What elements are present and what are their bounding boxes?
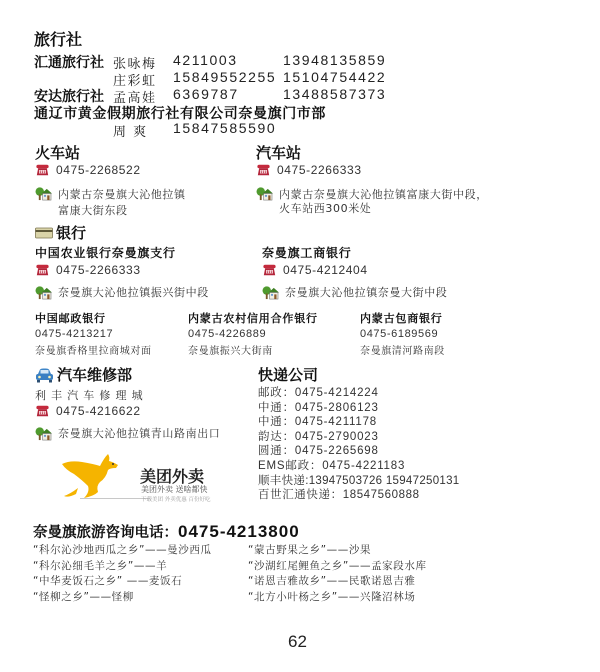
specialty-item: “科尔沁沙地西瓜之乡”——曼沙西瓜 xyxy=(33,544,212,556)
bus-station-address-line1: 内蒙古奈曼旗大沁他拉镇富康大街中段， xyxy=(279,188,488,201)
courier-item: EMS邮政：0475-4221183 xyxy=(258,459,406,472)
bank-address: 奈曼旗大沁他拉镇振兴街中段 xyxy=(58,286,209,299)
courier-heading: 快递公司 xyxy=(258,366,319,384)
bank-entry xyxy=(360,310,445,357)
bus-station-phone: 0475-2266333 xyxy=(277,163,362,177)
meituan-slogan: 美团外卖 送啥都快 xyxy=(141,485,208,494)
agency-contact: 庄彩虹 xyxy=(113,74,157,89)
bank-phone-row xyxy=(262,263,368,277)
courier-item: 中通：0475-2806123 xyxy=(258,401,379,414)
house-icon xyxy=(35,426,52,441)
specialty-item: “怪柳之乡”——怪柳 xyxy=(33,590,134,603)
agency-phone: 15847585590 xyxy=(173,120,277,136)
courier-item: 圆通：0475-2265698 xyxy=(258,445,379,458)
bank-name: 内蒙古农村信用合作银行 xyxy=(188,312,318,325)
bus-station-address-line2: 火车站西300米处 xyxy=(279,202,372,215)
train-station-address-line2: 富康大街东段 xyxy=(58,204,128,217)
auto-repair-phone-row xyxy=(35,404,141,418)
bank-address: 奈曼旗大沁他拉镇奈曼大街中段 xyxy=(285,286,448,299)
phone-icon xyxy=(262,263,277,277)
train-station-phone: 0475-2268522 xyxy=(56,163,141,177)
specialty-item: “沙湖红尾鲤鱼之乡”——孟家段水库 xyxy=(248,559,427,572)
specialty-item: “诺恩吉雅故乡”——民歌诺恩吉雅 xyxy=(248,575,416,587)
bank-name: 内蒙古包商银行 xyxy=(360,312,443,325)
train-station-phone-row xyxy=(35,163,141,177)
specialty-item: “北方小叶杨之乡”——兴隆沼林场 xyxy=(248,590,416,603)
house-icon xyxy=(35,186,52,201)
bus-station-heading: 汽车站 xyxy=(256,144,302,162)
bank-phone: 0475-6189569 xyxy=(360,328,439,340)
car-icon xyxy=(35,367,54,383)
agency-name-long: 通辽市黄金假期旅行社有限公司奈曼旗门市部 xyxy=(34,106,326,122)
tourism-hotline-label: 奈曼旗旅游咨询电话： xyxy=(33,525,178,541)
bank-heading: 银行 xyxy=(56,224,87,242)
bank-name: 中国农业银行奈曼旗支行 xyxy=(35,246,176,260)
agency-contact: 张咏梅 xyxy=(113,57,157,72)
agency-name: 安达旅行社 xyxy=(34,89,104,105)
courier-item: 韵达：0475-2790023 xyxy=(258,430,379,443)
auto-repair-address-row xyxy=(35,425,220,441)
house-icon xyxy=(35,285,52,300)
meituan-logo xyxy=(60,452,220,504)
train-station-address-line1: 内蒙古奈曼旗大沁他拉镇 xyxy=(58,188,186,201)
auto-repair-phone: 0475-4216622 xyxy=(56,404,141,418)
meituan-tagline: 下载美团 外卖优惠 百份好吃 xyxy=(141,497,211,503)
house-icon xyxy=(262,285,279,300)
bank-name: 奈曼旗工商银行 xyxy=(262,246,352,260)
auto-repair-heading-row xyxy=(35,364,132,385)
bank-entry xyxy=(188,310,318,357)
courier-list xyxy=(258,386,460,503)
bank-entry xyxy=(35,310,152,357)
specialties-left xyxy=(33,543,212,605)
bank-address: 奈曼旗香格里拉商城对面 xyxy=(35,346,152,357)
courier-item: 中通：0475-4211178 xyxy=(258,416,377,429)
auto-repair-name: 利 丰 汽 车 修 理 城 xyxy=(35,389,144,402)
specialty-item: “中华麦饭石之乡” ——麦饭石 xyxy=(33,575,183,587)
bank-name: 中国邮政银行 xyxy=(35,312,106,325)
agency-phone: 4211003 xyxy=(173,52,238,68)
specialty-item: “蒙古野果之乡”——沙果 xyxy=(248,544,372,556)
kangaroo-icon xyxy=(60,452,128,502)
specialties-right xyxy=(248,543,427,605)
tourism-hotline-row xyxy=(33,521,300,542)
agency-contact: 孟高娃 xyxy=(113,91,157,106)
tourism-hotline-number: 0475-4213800 xyxy=(178,522,300,541)
bank-address: 奈曼旗振兴大街南 xyxy=(188,346,273,357)
courier-item: 邮政：0475-4214224 xyxy=(258,387,379,399)
bank-card-icon xyxy=(35,227,53,239)
agency-mobile: 13948135859 xyxy=(283,52,387,68)
courier-item: 顺丰快递:13947503726 15947250131 xyxy=(258,474,460,487)
meituan-brand: 美团外卖 xyxy=(140,467,205,486)
bus-station-phone-row xyxy=(256,163,362,177)
agency-name: 汇通旅行社 xyxy=(34,55,104,71)
bank-address-row xyxy=(35,284,209,300)
auto-repair-address: 奈曼旗大沁他拉镇青山路南出口 xyxy=(58,427,221,440)
bank-address-row xyxy=(262,284,447,300)
agency-contact: 周 爽 xyxy=(113,125,148,140)
agency-mobile: 13488587373 xyxy=(283,86,387,102)
agency-phone: 15849552255 xyxy=(173,69,277,85)
bank-phone: 0475-4212404 xyxy=(283,263,368,277)
auto-repair-heading: 汽车维修部 xyxy=(57,366,133,384)
bank-address: 奈曼旗清河路南段 xyxy=(360,346,445,357)
bank-phone: 0475-2266333 xyxy=(56,263,141,277)
phone-icon xyxy=(35,163,50,177)
page-number: 62 xyxy=(288,632,307,651)
phone-icon xyxy=(256,163,271,177)
house-icon xyxy=(256,186,273,201)
train-station-heading: 火车站 xyxy=(35,144,81,162)
phone-icon xyxy=(35,263,50,277)
agency-phone: 6369787 xyxy=(173,86,239,102)
bank-phone: 0475-4226889 xyxy=(188,328,267,340)
travel-agency-heading: 旅行社 xyxy=(34,30,83,49)
specialty-item: “科尔沁细毛羊之乡”——羊 xyxy=(33,559,168,572)
bank-phone: 0475-4213217 xyxy=(35,328,114,340)
bank-heading-row xyxy=(35,222,86,243)
bank-phone-row xyxy=(35,263,141,277)
phone-icon xyxy=(35,404,50,418)
agency-mobile: 15104754422 xyxy=(283,69,387,85)
courier-item: 百世汇通快递：18547560888 xyxy=(258,489,420,502)
logo-shadow-line xyxy=(80,498,150,499)
